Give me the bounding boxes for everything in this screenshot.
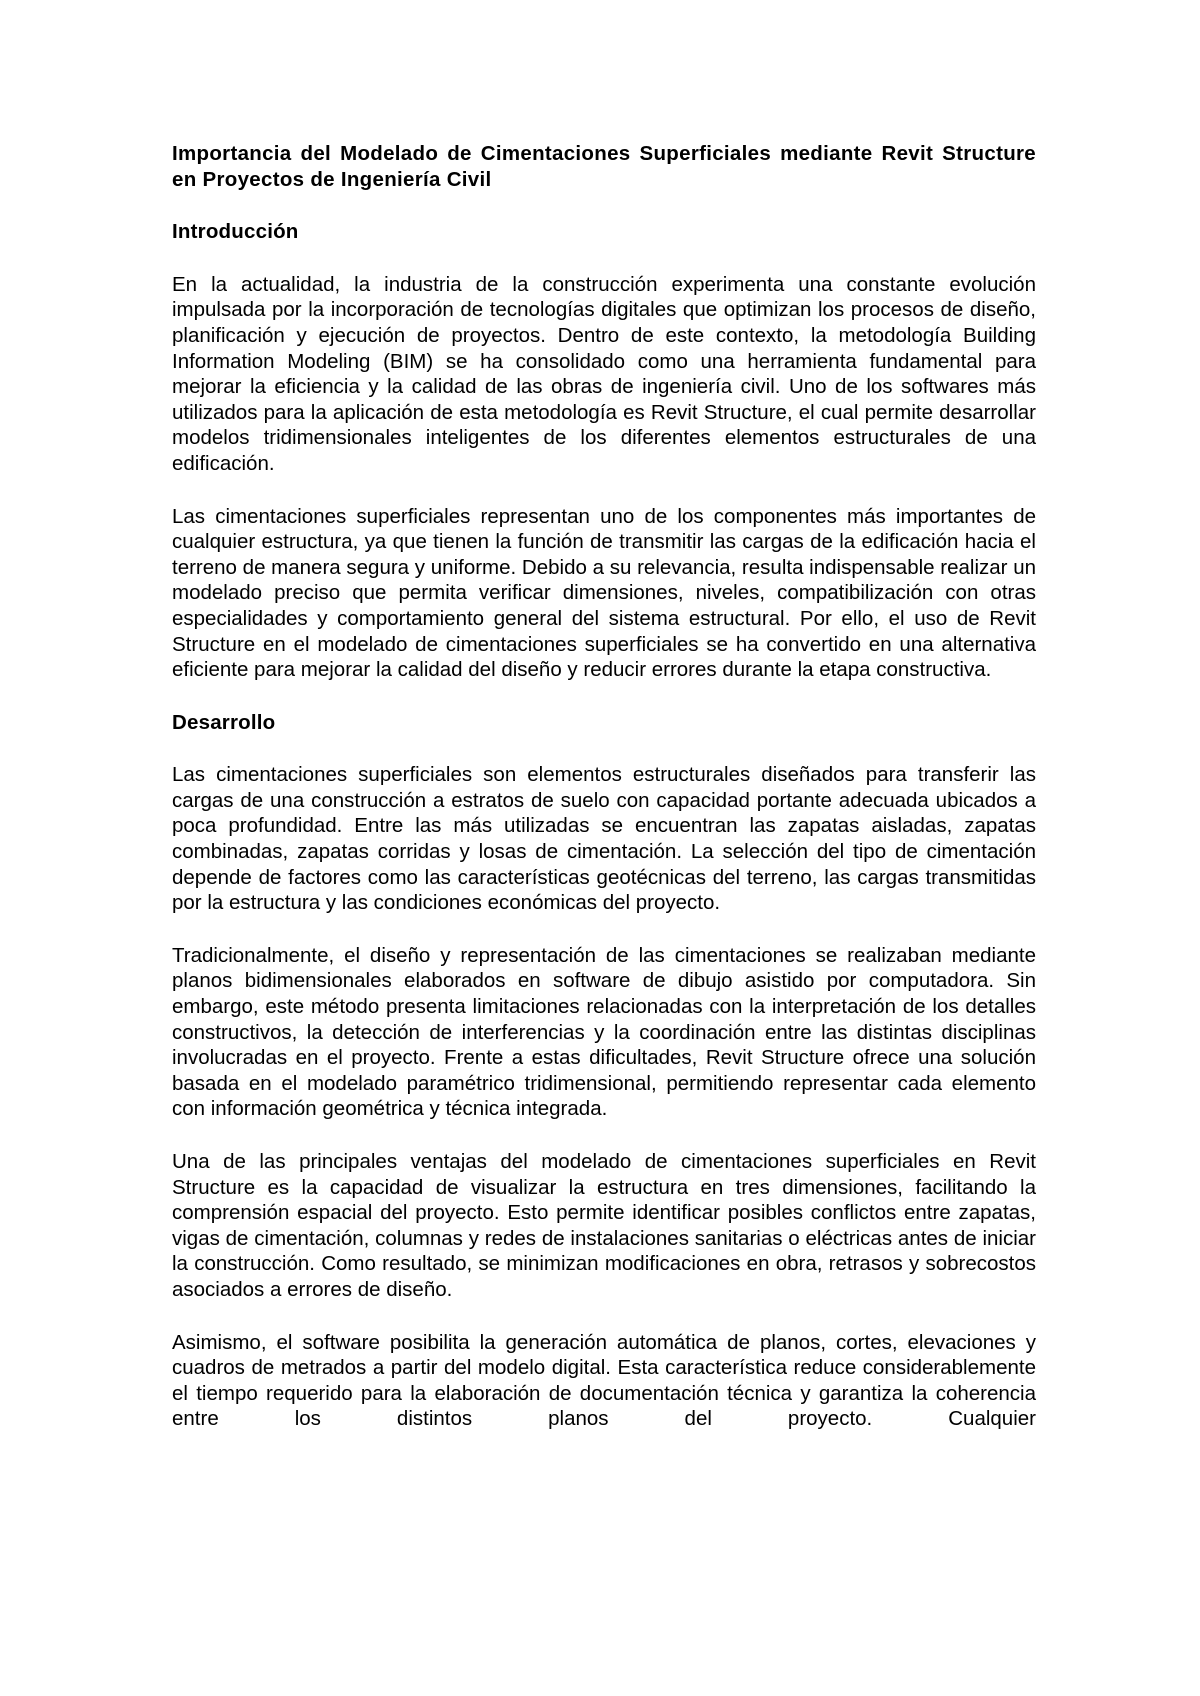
paragraph-dev-2: Tradicionalmente, el diseño y representación de las cimentaciones se realizaban mediante planos bidimensionales elaborados en software de dibujo asistido por computadora. Sin embargo, este método presenta limitaciones relacionadas con la interpretación de los detalles constructivos, la detección de interferencias y la coordinación entre las distintas disciplinas involucradas en el proyecto. Frente a estas dificultades, Revit Structure ofrece una solución basada en el modelado paramétrico tridimensional, permitiendo representar cada elemento con información geométrica y técnica integrada.	[172, 943, 1036, 1121]
spacer	[172, 1122, 1036, 1149]
section-heading-desarrollo: Desarrollo	[172, 710, 276, 734]
spacer	[172, 477, 1036, 504]
paragraph-dev-3: Una de las principales ventajas del modelado de cimentaciones superficiales en Revit Structure es la capacidad de visualizar la estructura en tres dimensiones, facilitando la comprensión espacial del proyecto. Esto permite identificar posibles conflictos entre zapatas, vigas de cimentación, columnas y redes de instalaciones sanitarias o eléctricas antes de iniciar la construcción. Como resultado, se minimizan modificaciones en obra, retrasos y sobrecostos asociados a errores de diseño.	[172, 1150, 1036, 1301]
spacer	[172, 916, 1036, 943]
paragraph-intro-2: Las cimentaciones superficiales representan uno de los componentes más importantes de cualquier estructura, ya que tienen la función de transmitir las cargas de la edificación hacia el terreno de manera segura y uniforme. Debido a su relevancia, resulta indispensable realizar un modelado preciso que permita verificar dimensiones, niveles, compatibilización con otras especialidades y comportamiento general del sistema estructural. Por ello, el uso de Revit Structure en el modelado de cimentaciones superficiales se ha convertido en una alternativa eficiente para mejorar la calidad del diseño y reducir errores durante la etapa constructiva.	[172, 504, 1036, 682]
document-page	[172, 141, 1036, 1432]
spacer	[172, 1303, 1036, 1330]
paragraph-dev-4: Asimismo, el software posibilita la generación automática de planos, cortes, elevaciones y cuadros de metrados a partir del modelo digital. Esta característica reduce considerablemente el tiempo requerido para la elaboración de documentación técnica y garantiza la coherencia entre los distintos planos del proyecto. Cualquier	[172, 1330, 1036, 1431]
spacer	[172, 192, 1036, 219]
spacer	[172, 683, 1036, 710]
spacer	[172, 245, 1036, 272]
document-title: Importancia del Modelado de Cimentaciones Superficiales mediante Revit Structure en Proyectos de Ingeniería Civil	[172, 142, 1036, 191]
paragraph-dev-1: Las cimentaciones superficiales son elementos estructurales diseñados para transferir las cargas de una construcción a estratos de suelo con capacidad portante adecuada ubicados a poca profundidad. Entre las más utilizadas se encuentran las zapatas aisladas, zapatas combinadas, zapatas corridas y losas de cimentación. La selección del tipo de cimentación depende de factores como las características geotécnicas del terreno, las cargas transmitidas por la estructura y las condiciones económicas del proyecto.	[172, 763, 1036, 915]
spacer	[172, 735, 1036, 762]
section-heading-introduccion: Introducción	[172, 220, 299, 244]
paragraph-intro-1: En la actualidad, la industria de la construcción experimenta una constante evolución impulsada por la incorporación de tecnologías digitales que optimizan los procesos de diseño, planificación y ejecución de proyectos. Dentro de este contexto, la metodología Building Information Modeling (BIM) se ha consolidado como una herramienta fundamental para mejorar la eficiencia y la calidad de las obras de ingeniería civil. Uno de los softwares más utilizados para la aplicación de esta metodología es Revit Structure, el cual permite desarrollar modelos tridimensionales inteligentes de los diferentes elementos estructurales de una edificación.	[172, 272, 1036, 475]
